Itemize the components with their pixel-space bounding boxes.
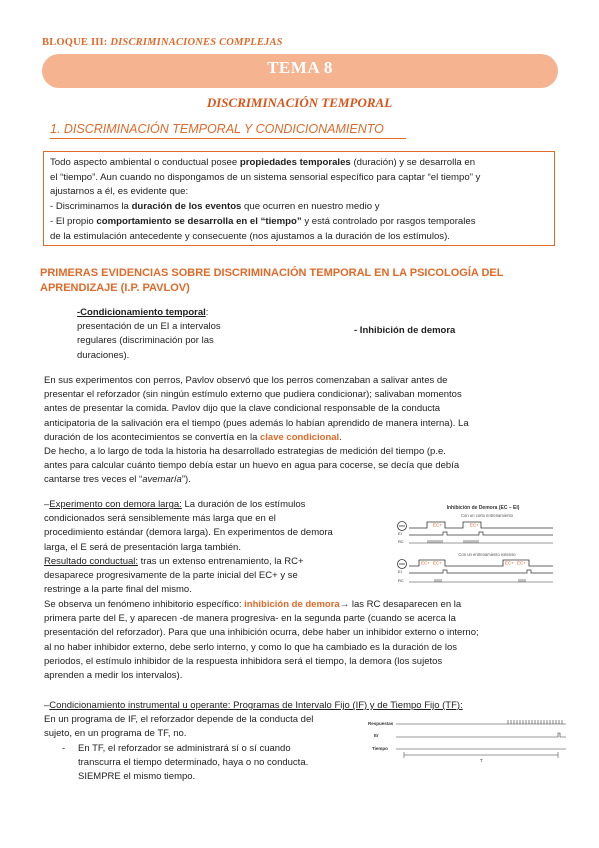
exp-text: tras un extenso entrenamiento, la RC+ (138, 555, 304, 567)
box-text: de la estimulación antecedente y consecuente (nos ajustamos a la duración de los estímulos). (50, 230, 450, 242)
cond-line: presentación de un EI a intervalos (77, 321, 221, 333)
inhibition-paragraph (44, 598, 569, 683)
exp-line: restringe a la parte final del mismo. (44, 584, 192, 596)
tiempo-label: Tiempo (372, 746, 388, 751)
ei-trace-short (409, 532, 553, 535)
rc-ticks-long (435, 579, 525, 582)
ei-label: EI (398, 569, 402, 574)
cond-temporal-title: -Condicionamiento temporal (77, 307, 206, 318)
tema-title: TEMA 8 (267, 58, 333, 77)
cond-temporal-block (77, 306, 297, 363)
box-bold: propiedades temporales (239, 157, 351, 168)
exp-text: Se observa un fenómeno inhibitorio específico: (44, 599, 245, 610)
exp-line: condicionados será sensiblemente más larga que en el (44, 513, 276, 525)
instrumental-paragraph (44, 713, 364, 741)
exp-line: larga, el E será de presentación larga también. (44, 541, 241, 553)
exp-line: presentación del reforzador). Para que una inhibición ocurra, debe haber un inhibidor externo o interno; (44, 627, 479, 639)
instr-line: En un programa de IF, el reforzador depende de la conducta del (44, 714, 314, 725)
ec-label: EC+ (470, 522, 479, 528)
respuestas-label: Respuestas (368, 721, 394, 726)
bullet-dash: - (62, 743, 66, 754)
dash: – (44, 499, 50, 510)
inhibicion-demora-figure (395, 502, 555, 590)
box-bold: comportamiento se desarrolla en el “tiempo” (96, 215, 302, 227)
para-line: presentar el reforzador (sin ningún estímulo externo que pudiera condicionar); salivaban momentos (44, 389, 462, 401)
box-text: - Discriminamos la (50, 201, 132, 213)
box-text: y está controlado por rasgos temporales (301, 215, 476, 227)
instrumental-title: Condicionamiento instrumental u operante: Programas de Intervalo Fijo (IF) y de Tiempo Fijo (TF): (49, 700, 463, 711)
instr-line: En TF, el reforzador se administrará sí o sí cuando (78, 743, 291, 754)
instr-line: transcurra el tiempo determinado, haya o no conducta. (78, 757, 309, 769)
exp-line: periodos, el estímulo inhibidor de la respuesta inhibidora será el tiempo, la demora (los sujetos (44, 655, 443, 667)
dash: – (44, 700, 50, 711)
bloque-title: DISCRIMINACIONES COMPLEJAS (110, 37, 283, 48)
instr-line: sujeto, en un programa de TF, no. (44, 728, 187, 740)
exp-text: → las RC desaparecen en la (339, 599, 462, 610)
inhibicion-demora-highlight: inhibición de demora (244, 599, 340, 610)
instrumental-heading (44, 699, 574, 713)
box-text: el “tiempo”. Aun cuando no dispongamos de un sistema sensorial específico para captar “el tiempo” y (50, 171, 481, 183)
ec-label: EC+ (421, 560, 430, 566)
exp-line: procedimiento estándar (demora larga). En experimentos de demora (44, 527, 333, 539)
para-italic: avemaría (142, 474, 182, 486)
experiment-title: Experimento con demora larga: (49, 499, 182, 510)
t-label: T (480, 758, 483, 763)
para-text: duración de los acontecimientos se convertía en la (44, 431, 260, 443)
box-text: ajustarnos a él, es evidente que: (50, 186, 189, 198)
ei-trace-long (409, 570, 553, 573)
ec-label: EC+ (505, 560, 514, 566)
fig1-subtitle-long: Con un entrenamiento extenso (458, 552, 516, 557)
instr-line: SIEMPRE el mismo tiempo. (78, 771, 196, 783)
section2-heading: PRIMERAS EVIDENCIAS SOBRE DISCRIMINACIÓN TEMPORAL EN LA PSICOLOGÍA DEL APRENDIZAJE (I.P. PAVLOV) (40, 267, 504, 294)
colon: : (205, 307, 209, 318)
pavlov-paragraph (44, 374, 564, 488)
ec-label: EC+ (433, 560, 442, 566)
box-text: (duración) y se desarrolla en (350, 157, 476, 168)
fig1-title: Inhibición de Demora (EC – EI) (446, 505, 520, 511)
section1-heading: 1. DISCRIMINACIÓN TEMPORAL Y CONDICIONAMIENTO (50, 122, 384, 136)
clave-condicional: clave condicional (260, 431, 340, 443)
bloque-header (42, 37, 283, 48)
exp-line: primera parte del E, y aparecen -de manera progresiva- en la segunda parte (cuando se acerca la (44, 613, 456, 625)
para-line: antes para calcular cuánto tiempo debía estar un huevo en agua para cocerse, se decía que debía (44, 460, 460, 472)
resultado-title: Resultado conductual: (44, 555, 139, 567)
experiment-paragraph (44, 498, 404, 597)
ec-trace-long (409, 560, 553, 566)
response-ticks (508, 720, 562, 724)
rc-label: RC (398, 539, 404, 544)
para-line: De hecho, a lo largo de toda la historia ha desarrollado estrategias de medición del tiempo (p.e. (44, 446, 446, 458)
ec-label: EC+ (517, 560, 526, 566)
para-line: anticipatoria de la salivación era el tiempo (pues además lo habían aprendido de manera interna). La (44, 417, 469, 429)
exp-line: aprenden a medir los intervalos). (44, 670, 183, 682)
box-text: que ocurren en nuestro medio y (241, 201, 380, 213)
inhib-demora-label: - Inhibición de demora (354, 325, 456, 336)
para-line: antes de presentar la comida. Pavlov dijo que la clave condicional responsable de la conducta (44, 403, 441, 415)
ec-label: EC+ (433, 522, 442, 528)
intro-box-text (50, 156, 550, 244)
exp-line: al no haber inhibidor externo, debe serlo interno, y como lo que ha cambiado es la duración de los (44, 641, 457, 653)
page-subtitle: DISCRIMINACIÓN TEMPORAL (206, 95, 393, 110)
exp-line: desaparece progresivamente de la parte inicial del EC+ y se (44, 570, 298, 582)
tf-bullet (78, 742, 368, 785)
rc-label: RC (398, 578, 404, 583)
para-line: En sus experimentos con perros, Pavlov observó que los perros comenzaban a salivar antes de (44, 375, 448, 386)
cond-line: regulares (discriminación por las (77, 335, 214, 347)
fig1-subtitle-short: Con un corto entrenamiento (461, 513, 513, 518)
er-label: Er (374, 733, 379, 738)
ec-trace-short (409, 522, 553, 528)
box-bold: duración de los eventos (131, 201, 242, 213)
section1-underline (50, 138, 406, 139)
programa-if-figure (368, 715, 568, 765)
ei-label: EI (398, 531, 402, 536)
cond-line: duraciones). (77, 349, 130, 361)
er-trace (396, 733, 566, 737)
para-text: ”). (181, 474, 191, 486)
box-text: Todo aspecto ambiental o conductual posee (50, 157, 240, 168)
para-text: cantarse tres veces el “ (44, 474, 143, 486)
bloque-label: BLOQUE III: (42, 37, 108, 48)
exp-text: La duración de los estímulos (181, 499, 306, 510)
box-text: - El propio (50, 215, 97, 227)
rc-ticks-short (428, 540, 478, 543)
para-text: . (339, 431, 342, 443)
